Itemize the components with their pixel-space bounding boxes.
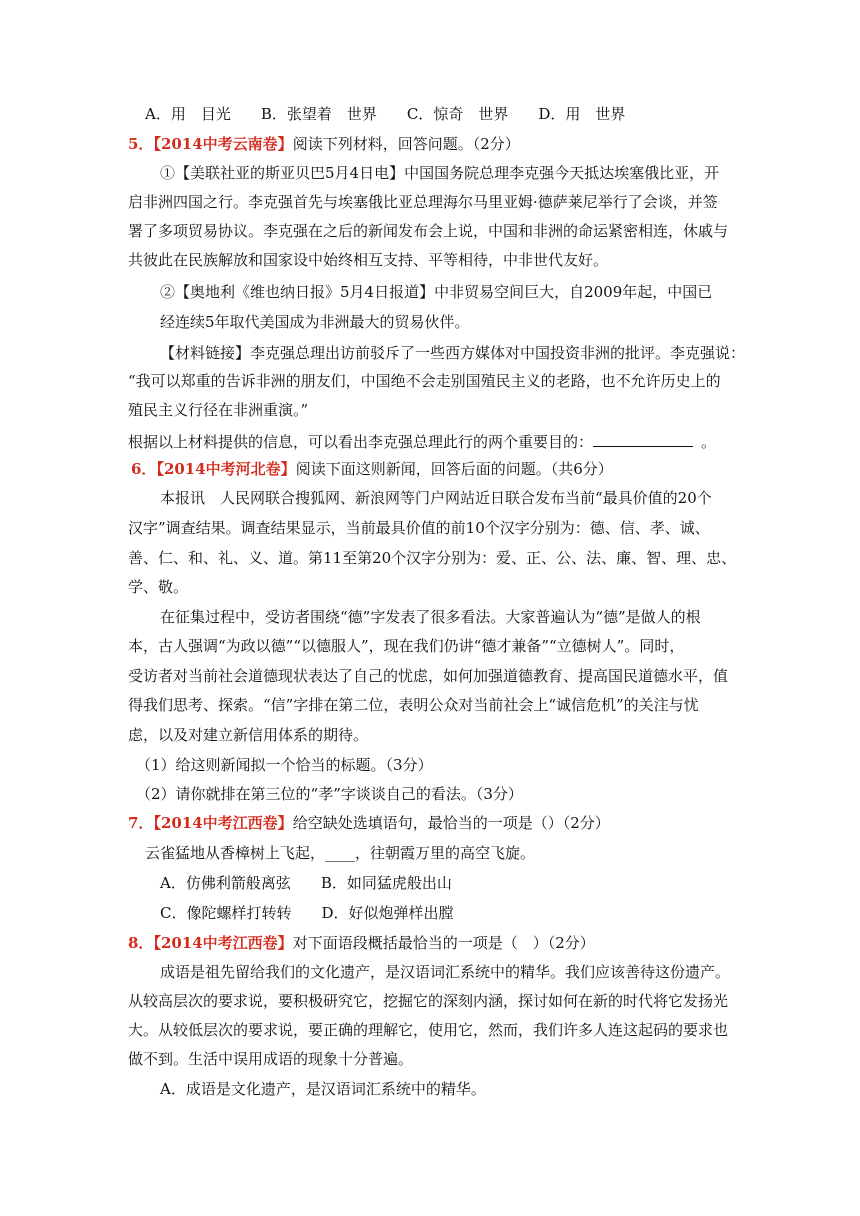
q8-option-a: A．成语是文化遗产，是汉语词汇系统中的精华。 xyxy=(160,1080,486,1098)
q7-options-row: C．像陀螺样打转转 D．好似炮弹样出膛 xyxy=(160,904,454,922)
q8-prompt: 对下面语段概括最恰当的一项是（ ）（2分） xyxy=(292,934,595,952)
q5-question xyxy=(128,430,716,453)
q8-source: 【2014中考江西卷】 xyxy=(153,934,293,952)
q6-para2-line: 得我们思考、探索。“信”字排在第二位，表明公众对当前社会上“诚信危机”的关注与忧 xyxy=(128,696,699,714)
q8-para-line: 从较高层次的要求说，要积极研究它，挖掘它的深刻内涵，探讨如何在新的时代将它发扬光 xyxy=(128,992,729,1010)
q6-para2-line: 虑，以及对建立新信用体系的期待。 xyxy=(128,726,369,744)
q5-question-end: 。 xyxy=(701,433,717,451)
q6-subquestion-1: （1）给这则新闻拟一个恰当的标题。（3分） xyxy=(136,756,433,774)
q6-subquestion-2: （2）请你就排在第三位的“孝”字谈谈自己的看法。（3分） xyxy=(136,785,523,803)
q5-source: 【2014中考云南卷】 xyxy=(153,135,293,153)
q6-para1-line: 汉字”调查结果。调查结果显示，当前最具价值的前10个汉字分别为：德、信、孝、诚、 xyxy=(128,519,710,537)
q6-heading xyxy=(131,458,613,480)
q7-source: 【2014中考江西卷】 xyxy=(153,814,293,832)
q6-number: 6． xyxy=(131,460,157,478)
q7-prompt: 给空缺处选填语句，最恰当的一项是（）（2分） xyxy=(292,814,610,832)
q7-number: 7． xyxy=(128,814,154,832)
q7-sentence: 云雀猛地从香樟树上飞起，____，往朝霞万里的高空飞旋。 xyxy=(145,844,536,862)
q6-para1-line: 本报讯 人民网联合搜狐网、新浪网等门户网站近日联合发布当前“最具价值的20个 xyxy=(160,489,712,507)
q6-para2-line: 受访者对当前社会道德现状表达了自己的忧虑，如何加强道德教育、提高国民道德水平，值 xyxy=(128,667,729,685)
q8-para-line: 做不到。生活中误用成语的现象十分普遍。 xyxy=(128,1050,414,1068)
q5-para2-line: 经连续5年取代美国成为非洲最大的贸易伙伴。 xyxy=(160,313,470,331)
q5-number: 5． xyxy=(128,135,154,153)
q4-options: A．用 目光 B．张望着 世界 C．惊奇 世界 D．用 世界 xyxy=(145,105,626,123)
q5-para3-line: 殖民主义行径在非洲重演。” xyxy=(128,401,309,419)
q5-para1-line: ①【美联社亚的斯亚贝巴5月4日电】中国国务院总理李克强今天抵达埃塞俄比亚，开 xyxy=(160,164,720,182)
q5-para3-line: 【材料链接】李克强总理出访前驳斥了一些西方媒体对中国投资非洲的批评。李克强说： xyxy=(160,344,746,362)
q7-heading xyxy=(128,812,610,834)
q7-options-row: A．仿佛利箭般离弦 B．如同猛虎般出山 xyxy=(160,874,452,892)
q8-heading xyxy=(128,932,595,954)
q6-prompt: 阅读下面这则新闻，回答后面的问题。（共6分） xyxy=(295,460,613,478)
answer-blank[interactable] xyxy=(593,430,693,447)
q5-para1-line: 署了多项贸易协议。李克强在之后的新闻发布会上说，中国和非洲的命运紧密相连，休戚与 xyxy=(128,222,729,240)
q5-para1-line: 启非洲四国之行。李克强首先与埃塞俄比亚总理海尔马里亚姆·德萨莱尼举行了会谈，并签 xyxy=(128,193,718,211)
q6-source: 【2014中考河北卷】 xyxy=(156,460,296,478)
q8-para-line: 大。从较低层次的要求说，要正确的理解它，使用它，然而，我们许多人连这起码的要求也 xyxy=(128,1021,729,1039)
q5-para3-line: “我可以郑重的告诉非洲的朋友们，中国绝不会走别国殖民主义的老路，也不允许历史上的 xyxy=(128,372,721,390)
q6-para1-line: 学、敬。 xyxy=(128,578,189,596)
q6-para1-line: 善、仁、和、礼、义、道。第11至第20个汉字分别为：爱、正、公、法、廉、智、理、忠、 xyxy=(128,549,737,567)
q6-para2-line: 本，古人强调“为政以德”“以德服人”，现在我们仍讲“德才兼备”“立德树人”。同时， xyxy=(128,637,685,655)
q5-prompt: 阅读下列材料，回答问题。（2分） xyxy=(292,135,520,153)
q6-para2-line: 在征集过程中，受访者围绕“德”字发表了很多看法。大家普遍认为“德”是做人的根 xyxy=(160,608,701,626)
q5-question-text: 根据以上材料提供的信息，可以看出李克强总理此行的两个重要目的： xyxy=(128,433,594,451)
q8-number: 8． xyxy=(128,934,154,952)
q8-para-line: 成语是祖先留给我们的文化遗产，是汉语词汇系统中的精华。我们应该善待这份遗产。 xyxy=(160,963,731,981)
q5-para2-line: ②【奥地利《维也纳日报》5月4日报道】中非贸易空间巨大，自2009年起，中国已 xyxy=(160,283,713,301)
q5-para1-line: 共彼此在民族解放和国家设中始终相互支持、平等相待，中非世代友好。 xyxy=(128,251,609,269)
q5-heading xyxy=(128,133,520,155)
